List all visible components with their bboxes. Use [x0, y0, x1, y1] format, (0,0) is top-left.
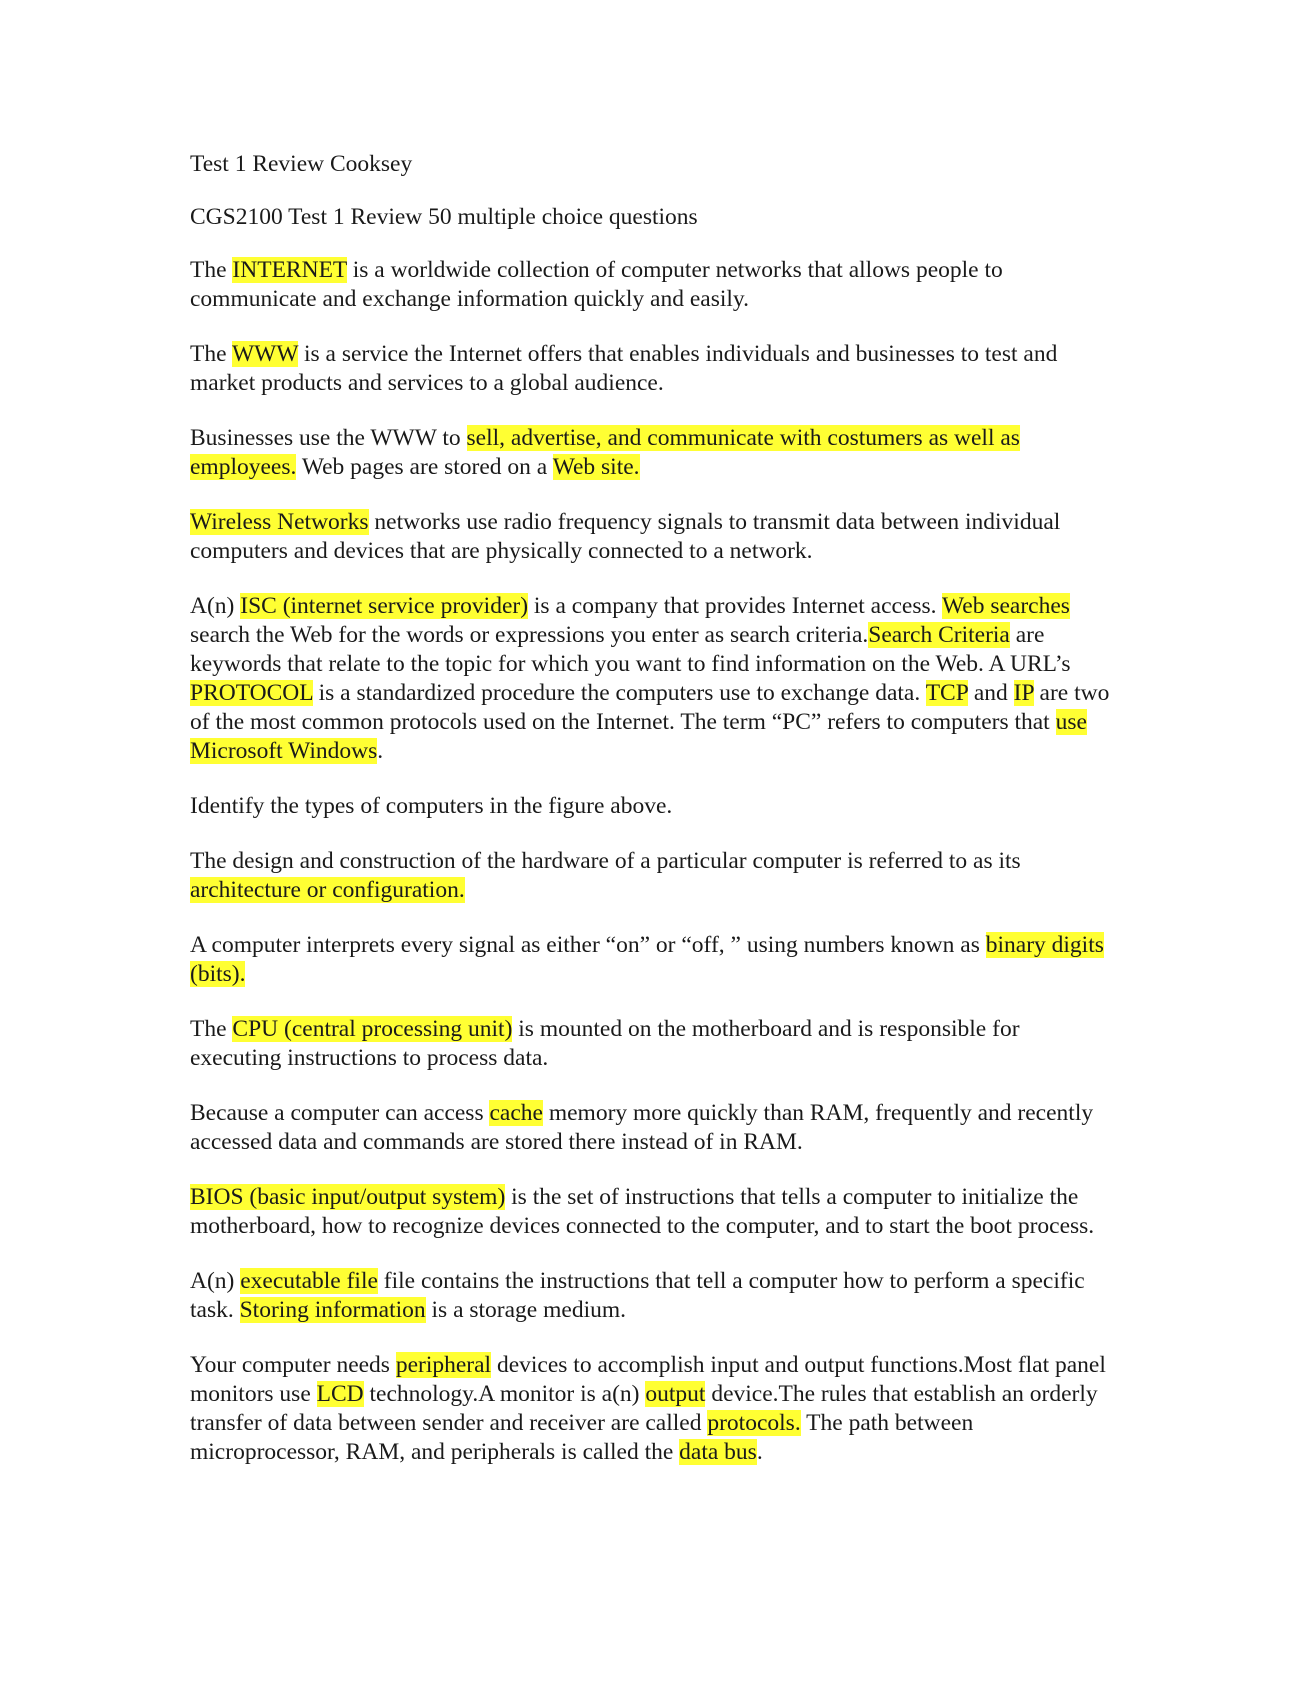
text-run: A computer interprets every signal as either “on” or “off, ” using numbers known as: [190, 932, 986, 958]
highlighted-text: Wireless Networks: [190, 509, 369, 535]
highlighted-text: ISC (internet service provider): [240, 593, 529, 619]
paragraph: [190, 792, 1110, 821]
text-run: The: [190, 341, 232, 367]
text-run: memory more quickly than RAM, frequently and recently accessed data and commands are stored there instead of in RAM.: [190, 1100, 1094, 1155]
paragraph: [190, 508, 1110, 566]
text-run: .: [756, 1439, 763, 1465]
highlighted-text: INTERNET: [232, 257, 347, 283]
paragraph: [190, 1183, 1110, 1241]
text-run: file contains the instructions that tell a computer how to perform a specific task.: [190, 1268, 1085, 1323]
text-run: is a standardized procedure the computers use to exchange data.: [312, 680, 926, 706]
paragraph: [190, 424, 1110, 482]
text-run: Web pages are stored on a: [296, 454, 553, 480]
paragraph: [190, 931, 1110, 989]
highlighted-text: output: [645, 1381, 706, 1407]
document-subtitle: CGS2100 Test 1 Review 50 multiple choice questions: [190, 204, 698, 230]
text-run: search the Web for the words or expressions you enter as search criteria.: [190, 622, 869, 648]
text-run: .: [377, 738, 384, 764]
text-run: Your computer needs: [190, 1352, 396, 1378]
text-run: technology.A monitor is a(n): [363, 1381, 646, 1407]
text-run: device.The rules that establish an orderly transfer of data between sender and receiver are called: [190, 1381, 1098, 1436]
text-run: A(n): [190, 1268, 241, 1294]
highlighted-text: BIOS (basic input/output system): [190, 1184, 506, 1210]
paragraph: [190, 1099, 1110, 1157]
text-run: networks use radio frequency signals to transmit data between individual computers and devices that are physically connected to a network.: [190, 509, 1061, 564]
text-run: is a worldwide collection of computer networks that allows people to communicate and exchange information quickly and easily.: [190, 257, 1003, 312]
highlighted-text: use Microsoft Windows: [190, 709, 1087, 764]
highlighted-text: data bus: [679, 1439, 757, 1465]
text-run: is a service the Internet offers that enables individuals and businesses to test and market products and services to a global audience.: [190, 341, 1058, 396]
highlighted-text: sell, advertise, and communicate with costumers as well as employees.: [190, 425, 1020, 480]
highlighted-text: executable file: [240, 1268, 378, 1294]
highlighted-text: IP: [1013, 680, 1034, 706]
document-body: [190, 150, 1110, 1493]
highlighted-text: WWW: [232, 341, 299, 367]
highlighted-text: protocols.: [707, 1410, 801, 1436]
highlighted-text: peripheral: [395, 1352, 492, 1378]
highlighted-text: binary digits (bits).: [190, 932, 1104, 987]
highlighted-text: CPU (central processing unit): [232, 1016, 513, 1042]
highlighted-text: Storing information: [239, 1297, 426, 1323]
text-run: are keywords that relate to the topic for which you want to find information on the Web. A URL’s: [190, 622, 1071, 677]
highlighted-text: architecture or configuration.: [190, 877, 465, 903]
paragraph: [190, 340, 1110, 398]
paragraph: [190, 1015, 1110, 1073]
highlighted-text: Search Criteria: [868, 622, 1010, 648]
text-run: Identify the types of computers in the figure above.: [190, 793, 673, 819]
paragraph: [190, 847, 1110, 905]
highlighted-text: TCP: [925, 680, 968, 706]
text-run: Businesses use the WWW to: [190, 425, 467, 451]
highlighted-text: LCD: [316, 1381, 364, 1407]
paragraph: [190, 592, 1110, 766]
text-run: is the set of instructions that tells a computer to initialize the motherboard, how to recognize devices connected to the computer, and to start the boot process.: [190, 1184, 1095, 1239]
text-run: The design and construction of the hardware of a particular computer is referred to as its: [190, 848, 1021, 874]
text-run: The: [190, 1016, 233, 1042]
text-run: devices to accomplish input and output functions.Most flat panel monitors use: [190, 1352, 1106, 1407]
highlighted-text: Web searches: [941, 593, 1070, 619]
document-title: Test 1 Review Cooksey: [190, 151, 413, 177]
text-run: is a storage medium.: [425, 1297, 626, 1323]
text-run: The: [190, 257, 233, 283]
paragraph-list: [190, 256, 1110, 1467]
text-run: are two of the most common protocols used on the Internet. The term “PC” refers to computers that: [190, 680, 1110, 735]
paragraph: [190, 1351, 1110, 1467]
paragraph: [190, 1267, 1110, 1325]
text-run: The path between microprocessor, RAM, and peripherals is called the: [190, 1410, 974, 1465]
text-run: is a company that provides Internet access.: [528, 593, 942, 619]
text-run: A(n): [190, 593, 241, 619]
text-run: Because a computer can access: [190, 1100, 490, 1126]
highlighted-text: cache: [489, 1100, 543, 1126]
highlighted-text: Web site.: [552, 454, 640, 480]
highlighted-text: PROTOCOL: [190, 680, 313, 706]
text-run: is mounted on the motherboard and is responsible for executing instructions to process data.: [190, 1016, 1020, 1071]
text-run: and: [967, 680, 1014, 706]
paragraph: [190, 256, 1110, 314]
